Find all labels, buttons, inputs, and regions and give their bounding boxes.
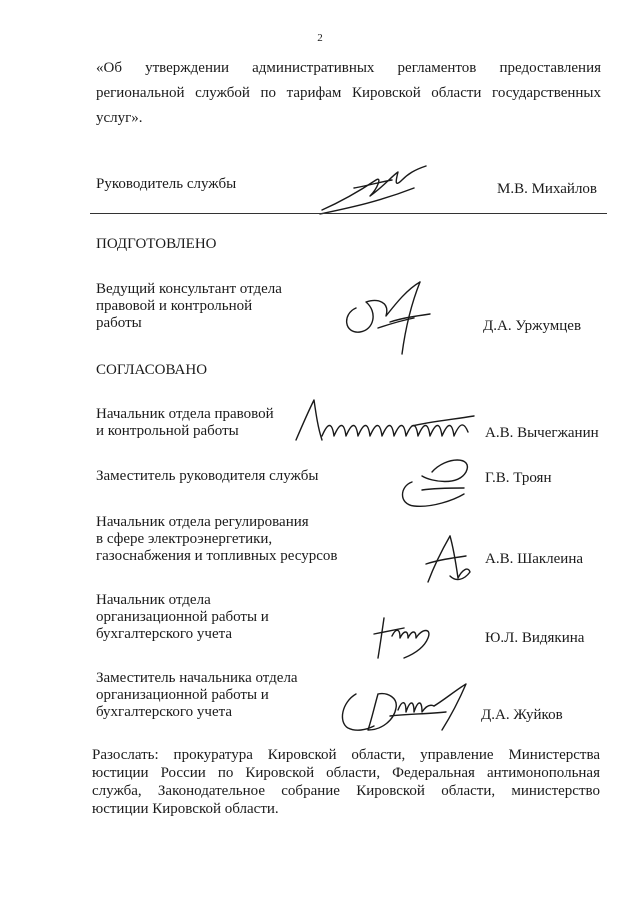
signer-position-line: Начальник отдела	[96, 592, 211, 608]
prepared-position-line: работы	[96, 315, 142, 331]
signer-signature	[370, 612, 440, 662]
signer-position-line: Заместитель начальника отдела	[96, 670, 298, 686]
approved-heading: СОГЛАСОВАНО	[96, 362, 208, 378]
signer-position-line: Заместитель руководителя службы	[96, 468, 319, 484]
head-signature	[318, 158, 436, 216]
page-number: 2	[317, 32, 323, 44]
intro-line-2: региональной службой по тарифам Кировской области государственных	[96, 85, 601, 101]
signer-position-line: организационной работы и	[96, 687, 269, 703]
prepared-signature	[338, 272, 448, 362]
signer-name: Д.А. Жуйков	[481, 707, 563, 723]
signer-signature	[334, 680, 476, 738]
signer-name: А.В. Вычегжанин	[485, 425, 599, 441]
separator-line	[90, 213, 607, 214]
signer-position-line: Начальник отдела регулирования	[96, 514, 309, 530]
signer-name: Г.В. Троян	[485, 470, 552, 486]
prepared-position-line: правовой и контрольной	[96, 298, 253, 314]
signer-signature	[288, 396, 482, 448]
signer-position-line: Начальник отдела правовой	[96, 406, 274, 422]
signer-position-line: газоснабжения и топливных ресурсов	[96, 548, 338, 564]
head-name: М.В. Михайлов	[497, 181, 598, 197]
distribution-line-1: Разослать: прокуратура Кировской области, управление Министерства	[92, 747, 600, 763]
prepared-position-line: Ведущий консультант отдела	[96, 281, 282, 297]
signer-position-line: организационной работы и	[96, 609, 269, 625]
distribution-line-4: юстиции Кировской области.	[92, 801, 279, 817]
signer-position-line: бухгалтерского учета	[96, 704, 233, 720]
signer-position-line: и контрольной работы	[96, 423, 239, 439]
distribution-line-2: юстиции России по Кировской области, Федеральная антимонопольная	[92, 765, 600, 781]
signer-position-line: бухгалтерского учета	[96, 626, 233, 642]
head-position: Руководитель службы	[96, 176, 237, 192]
intro-line-1: «Об утверждении административных регламентов предоставления	[96, 60, 601, 76]
signer-signature	[392, 452, 482, 512]
signer-name: А.В. Шаклеина	[485, 551, 584, 567]
distribution-line-3: служба, Законодательное собрание Кировской области, министерство	[92, 783, 600, 799]
prepared-name: Д.А. Уржумцев	[483, 318, 582, 334]
signer-signature	[420, 530, 476, 586]
intro-line-3: услуг».	[96, 110, 143, 126]
signer-position-line: в сфере электроэнергетики,	[96, 531, 273, 547]
prepared-heading: ПОДГОТОВЛЕНО	[96, 236, 217, 252]
signer-name: Ю.Л. Видякина	[485, 630, 585, 646]
